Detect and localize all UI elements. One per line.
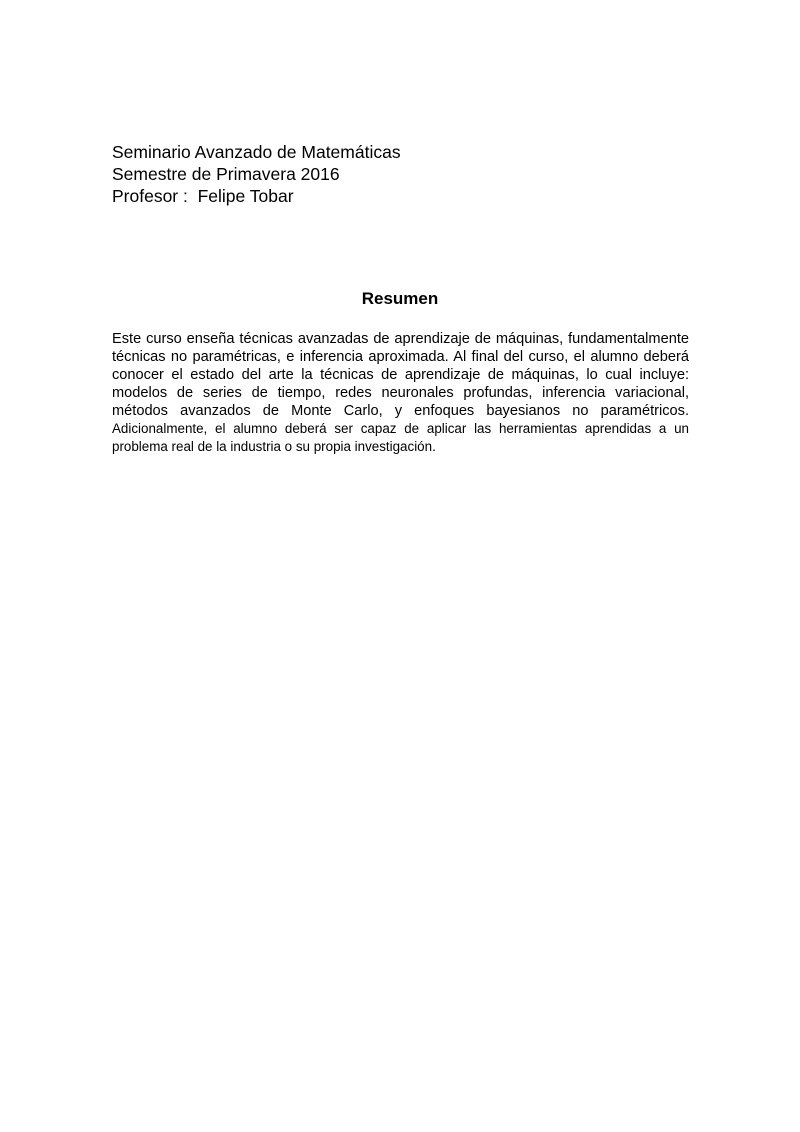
professor-line: Profesor : Felipe Tobar <box>112 186 294 206</box>
course-title: Seminario Avanzado de Matemáticas <box>112 142 401 162</box>
abstract-text-tail: Adicionalmente, el alumno deberá ser capaz de aplicar las herramientas aprendidas a un problema real de la industria o su propia investigación. <box>112 421 689 454</box>
abstract-text-main: Este curso enseña técnicas avanzadas de aprendizaje de máquinas, fundamentalmente técnicas no paramétricas, e inferencia aproximada. Al final del curso, el alumno deberá conocer el estado del arte la técnicas de aprendizaje de máquinas, lo cual incluye: modelos de series de tiempo, redes neuronales profundas, inferencia variacional, métodos avanzados de Monte Carlo, y enfoques bayesianos no paramétricos. <box>112 331 689 419</box>
abstract-heading: Resumen <box>361 289 439 308</box>
abstract-body <box>112 330 689 456</box>
semester-line: Semestre de Primavera 2016 <box>112 164 340 184</box>
abstract-paragraph <box>112 330 689 456</box>
course-header <box>112 141 401 207</box>
